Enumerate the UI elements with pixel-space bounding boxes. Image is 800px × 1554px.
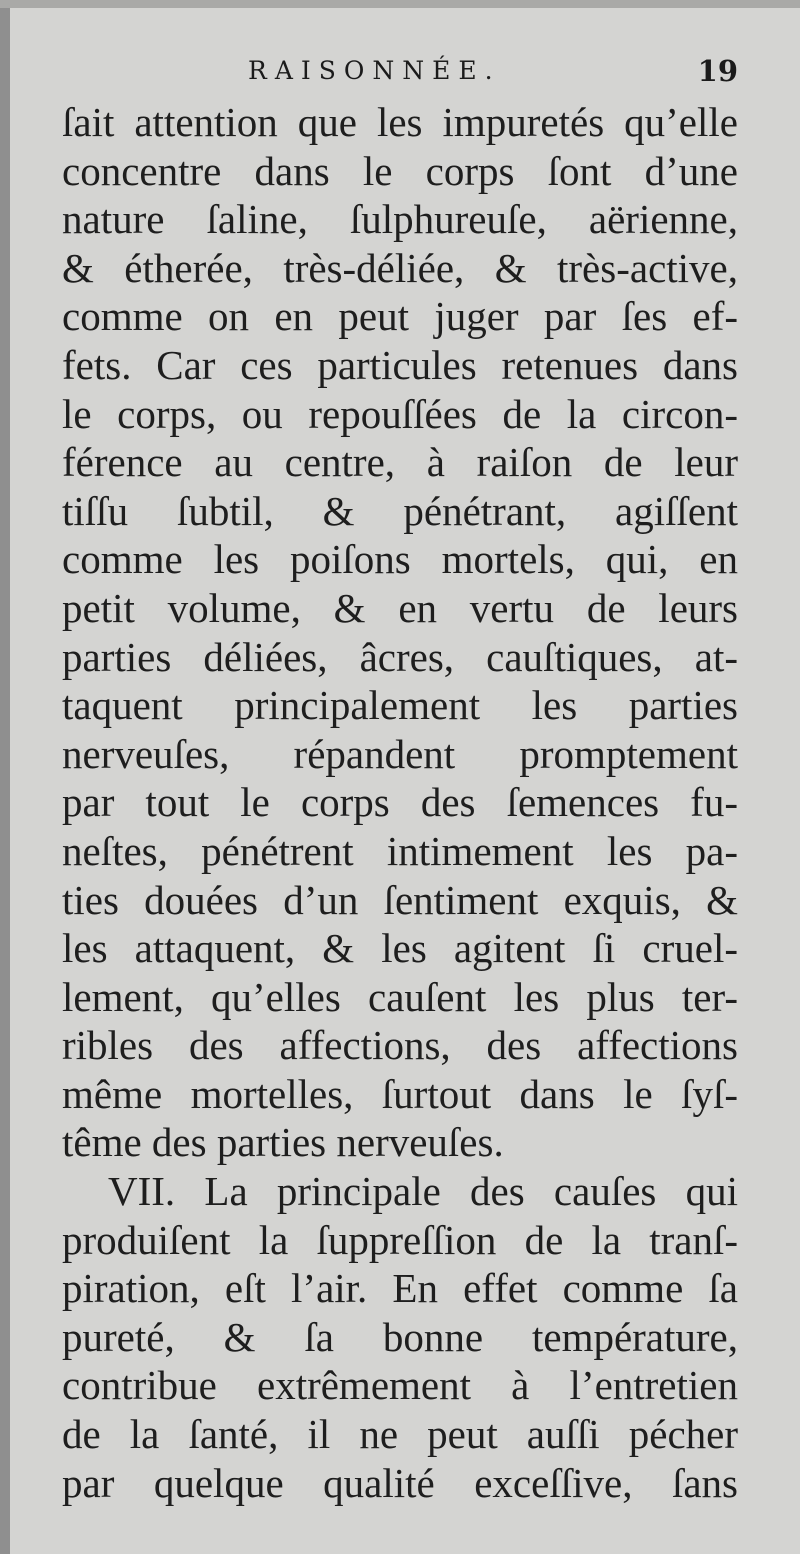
text-line: comme les poiſons mortels, qui, en — [62, 536, 738, 583]
text-line: & étherée, très-déliée, & très-active, — [62, 244, 738, 291]
text-line: de la ſanté, il ne peut auſſi pécher — [62, 1411, 738, 1458]
text-line: ribles des affections, des affections — [62, 1022, 738, 1069]
text-line: taquent principalement les parties — [62, 682, 738, 729]
text-line: par quelque qualité exceſſive, ſans — [62, 1459, 738, 1506]
text-line: produiſent la ſuppreſſion de la tranſ- — [62, 1216, 738, 1263]
text-line: petit volume, & en vertu de leurs — [62, 584, 738, 631]
running-head-title: RAISONNÉE. — [248, 56, 501, 85]
text-line: même mortelles, ſurtout dans le ſyſ- — [62, 1070, 738, 1117]
text-line: fets. Car ces particules retenues dans — [62, 341, 738, 388]
text-line: piration, eſt l’air. En effet comme ſa — [62, 1265, 738, 1312]
text-line: tiſſu ſubtil, & pénétrant, agiſſent — [62, 487, 738, 534]
text-line: ties douées d’un ſentiment exquis, & — [62, 876, 738, 923]
text-line: nature ſaline, ſulphureuſe, aërienne, — [62, 196, 738, 243]
text-line: parties déliées, âcres, cauſtiques, at- — [62, 633, 738, 680]
paragraph-last-line: tême des parties nerveuſes. — [62, 1119, 504, 1166]
text-line: pureté, & ſa bonne température, — [62, 1313, 738, 1360]
text-line: nerveuſes, répandent promptement — [62, 730, 738, 777]
page-number: 19 — [697, 54, 738, 88]
section-vii-first-line: VII. La principale des cauſes qui — [108, 1168, 738, 1215]
text-line: par tout le corps des ſemences fu- — [62, 779, 738, 826]
running-head — [62, 54, 738, 94]
text-line: férence au centre, à raiſon de leur — [62, 439, 738, 486]
body-text — [62, 98, 738, 1507]
text-line: contribue extrêmement à l’entretien — [62, 1362, 738, 1409]
text-line: ſait attention que les impuretés qu’elle — [62, 99, 738, 145]
text-line: les attaquent, & les agitent ſi cruel- — [62, 925, 738, 972]
text-line: comme on en peut juger par ſes ef- — [62, 293, 738, 340]
page-edge-top — [0, 0, 800, 8]
page-edge-left — [0, 0, 10, 1554]
text-line: concentre dans le corps ſont d’une — [62, 147, 738, 194]
text-line: neſtes, pénétrent intimement les pa- — [62, 827, 738, 874]
text-line: lement, qu’elles cauſent les plus ter- — [62, 973, 738, 1020]
text-line: le corps, ou repouſſées de la circon- — [62, 390, 738, 437]
